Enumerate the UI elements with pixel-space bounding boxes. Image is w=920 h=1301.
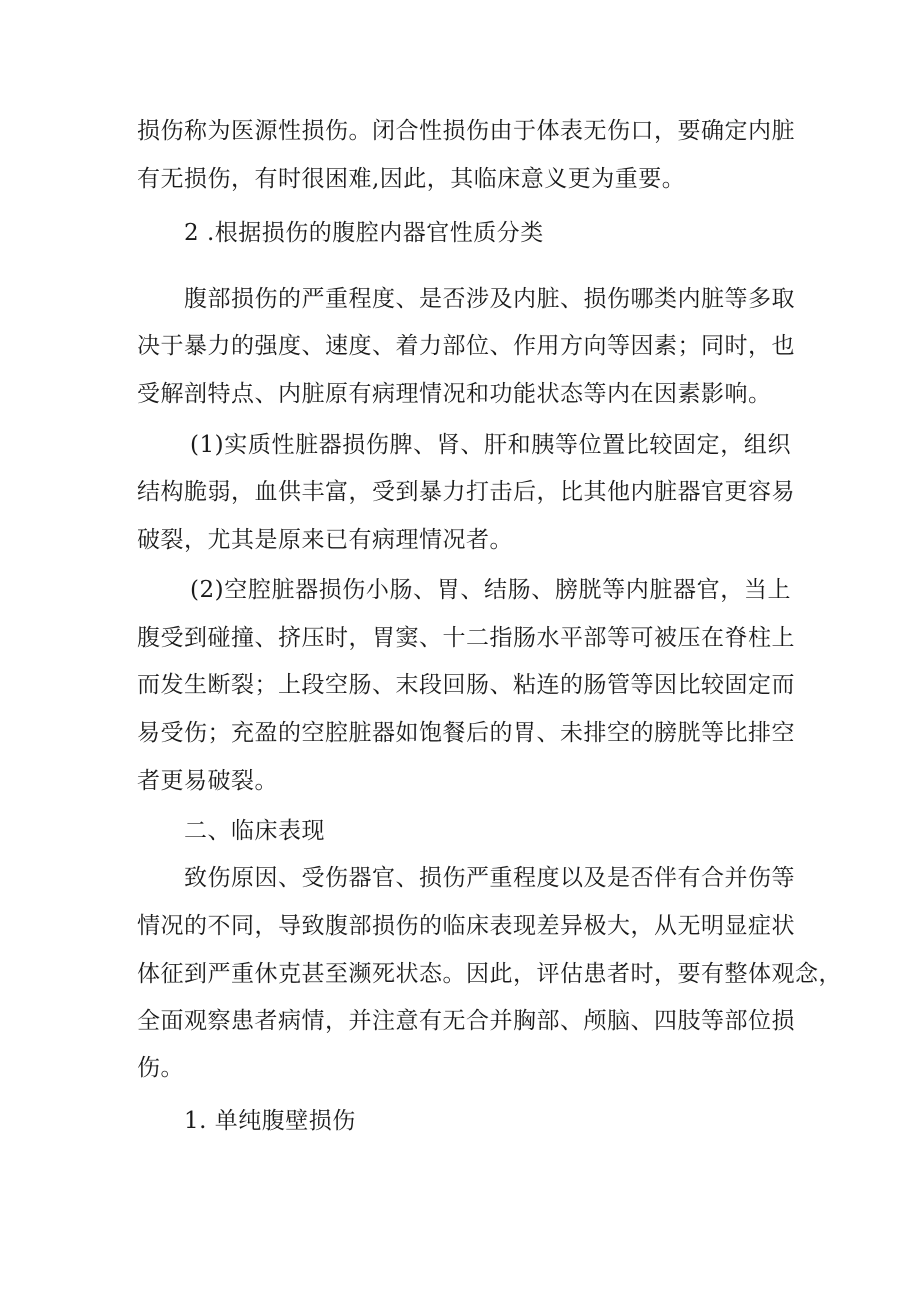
text-line: (2)空腔脏器损伤小肠、胃、结肠、膀胱等内脏器官，当上 — [190, 577, 791, 603]
text-line: 决于暴力的强度、速度、着力部位、作用方向等因素；同时，也 — [137, 333, 795, 359]
text-line: 易受伤；充盈的空腔脏器如饱餐后的胃、未排空的膀胱等比排空 — [137, 720, 795, 746]
text-line: 有无损伤，有时很困难,因此，其临床意义更为重要。 — [137, 166, 686, 192]
text-line: 而发生断裂；上段空肠、末段回肠、粘连的肠管等因比较固定而 — [137, 672, 795, 698]
text-line: (1)实质性脏器损伤脾、肾、肝和胰等位置比较固定，组织 — [190, 432, 791, 458]
text-line: 全面观察患者病情，并注意有无合并胸部、颅脑、四肢等部位损 — [137, 1008, 795, 1034]
text-line: 结构脆弱，血供丰富，受到暴力打击后，比其他内脏器官更容易 — [137, 479, 795, 505]
section-heading: 1. 单纯腹壁损伤 — [184, 1108, 356, 1134]
text-line: 情况的不同，导致腹部损伤的临床表现差异极大，从无明显症状 — [137, 913, 795, 939]
text-line: 腹部损伤的严重程度、是否涉及内脏、损伤哪类内脏等多取 — [184, 286, 795, 312]
text-line: 腹受到碰撞、挤压时，胃窦、十二指肠水平部等可被压在脊柱上 — [137, 625, 795, 651]
text-line: 致伤原因、受伤器官、损伤严重程度以及是否伴有合并伤等 — [184, 865, 795, 891]
text-line: 受解剖特点、内脏原有病理情况和功能状态等内在因素影响。 — [137, 381, 772, 407]
text-line: 损伤称为医源性损伤。闭合性损伤由于体表无伤口，要确定内脏 — [137, 118, 795, 144]
text-line: 破裂，尤其是原来已有病理情况者。 — [137, 527, 513, 553]
text-line: 伤。 — [137, 1055, 184, 1081]
section-heading: 2 .根据损伤的腹腔内器官性质分类 — [184, 220, 544, 246]
section-heading: 二、临床表现 — [184, 818, 325, 844]
text-line: 体征到严重休克甚至濒死状态。因此，评估患者时，要有整体观念， — [137, 961, 842, 987]
text-line: 者更易破裂。 — [137, 768, 278, 794]
